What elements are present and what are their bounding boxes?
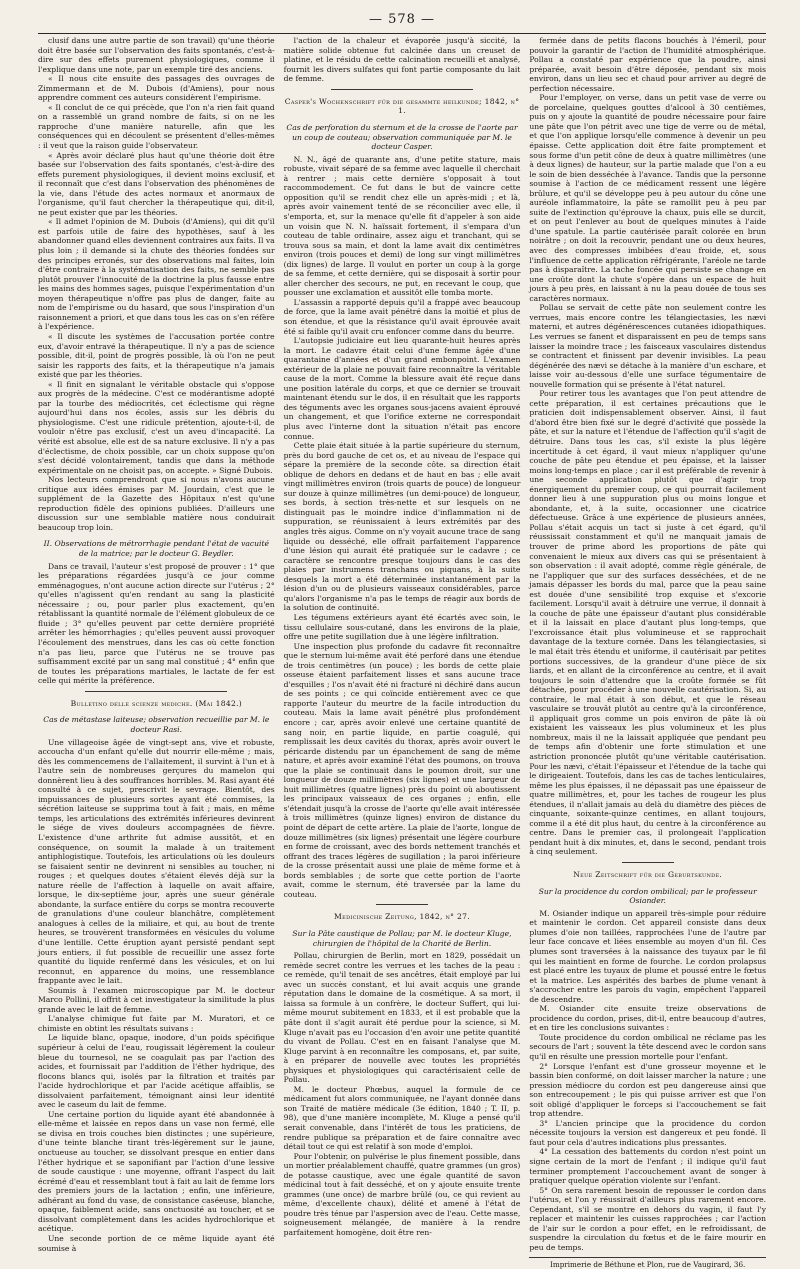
section-title: Sur la procidence du cordon ombilical; par le professeur Osiander. <box>539 887 757 906</box>
paragraph: « Il finit en signalant le véritable obstacle qui s'oppose aux progrès de la médecine. C'est ce modérantisme adopté par la tourbe des médiocrités, cet éclectisme qui règne aujourd'hui dans nos écoles, assis sur les débris du physiologisme. C'est une ridicule prétention, ajoute-t-il, de vouloir n'être pas exclusif, c'est un aveu d'incapacité. La vérité est absolue, elle est de sa nature exclusive. Il n'y a pas d'éclectisme, de choix possible, car un choix suppose qu'on s'est décidé volontairement, tandis que dans la méthode expérimentale on ne choisit pas, on accepte. » Signé Dubois. <box>38 380 275 475</box>
paragraph: L'analyse chimique fut faite par M. Muratori, et ce chimiste en obtint les résultats suivans : <box>38 1014 275 1033</box>
paragraph: L'autopsie judiciaire eut lieu quarante-huit heures après la mort. Le cadavre était celui d'une femme âgée d'une quarantaine d'années et d'un grand embonpoint. L'examen extérieur de la plaie ne pouvait faire reconnaître la véritable cause de la mort. Comme la blessure avait été reçue dans une position latérale du corps, et que ce dernier se trouvait maintenant étendu sur le dos, il en résultait que les rapports des téguments avec les organes sous-jacens avaient éprouvé un changement, et que l'orifice externe ne correspondait plus avec l'interne dont la situation n'était pas encore connue. <box>284 336 521 441</box>
paragraph: 3° L'ancien principe que la procidence du cordon nécessite toujours la version est dangereux et peu fondé. Il faut pour cela d'autres indications plus pressantes. <box>529 1119 766 1148</box>
section-source-medicinische: Medicinische Zeitung, 1842, n° 27. <box>284 912 521 922</box>
paragraph: Cette plaie était située à la partie supérieure du sternum, près du bord gauche de cet os, et au niveau de l'espace qui sépare la première de la seconde côte. sa direction était oblique de dehors en dedans et de haut en bas ; elle avait vingt millimètres environ (trois quarts de pouce) de longueur sur douze à quinze millimètres (un demi-pouce) de longueur, ses bords, à section très-nette et sur lesquels on ne distinguait pas le moindre indice d'inflammation ni de suppuration, se réunissaient à leurs extrémités par des angles très aigus. Comme on n'y voyait aucune trace de sang liquide ou desséché, elle offrait parfaitement l'apparence d'une lésion qui aurait été pratiquée sur le cadavre ; ce caractère se rencontre presque toujours dans le cas des plaies par instrumens tranchans ou piquans, à la suite desquels la mort a été déterminée instantanément par la lésion d'un ou de plusieurs vaisseaux considérables, parce qu'alors l'organisme n'a pas le temps de réagir aux bords de la solution de continuité. <box>284 441 521 613</box>
section-title: II. Observations de métrorrhagie pendant l'état de vacuité de la matrice; par le docteur G. Beydler. <box>44 539 269 558</box>
paragraph: « Il conclut de ce qui précède, que l'on n'a rien fait quand on a rassemblé un grand nombre de faits, si on ne les rapproche d'une manière naturelle, afin que les conséquences qui en découlent se présentent d'elles-mêmes : il veut que la raison guide l'observateur. <box>38 103 275 151</box>
section-source-casper: Casper's Wochenschrift für die gesammte heilkunde; 1842, n° 1. <box>284 97 521 116</box>
paragraph: fermée dans de petits flacons bouchés à l'émeril, pour pouvoir la garantir de l'action de l'humidité atmosphérique. Pollau a constaté par expérience que la poudre, ainsi préparée, avait besoin d'être déposée, pendant six mois environ, dans un lieu sec et chaud pour arriver au degré de perfection nécessaire. <box>529 36 766 93</box>
paragraph: Pour l'obtenir, on pulvérise le plus finement possible, dans un mortier préalablement chauffé, quatre grammes (un gros) de potasse caustique, avec une égale quantité de savon médicinal tout à fait desséché, et on y ajoute ensuite trente grammes (une once) de marbre brûlé (ou, ce qui revient au même, d'excellente chaux), délité et amené à l'état de poudre très ténue par l'aspersion avec de l'eau. Cette masse, soigneusement mélangée, de manière à la rendre parfaitement homogène, doit être ren- <box>284 1152 521 1238</box>
paragraph: M. Osiander indique un appareil très-simple pour réduire et maintenir le cordon. Cet appareil consiste dans deux plumes d'oie non taillées, rapprochées l'une de l'autre par leur face concave et liées ensemble au moyen d'un fil. Ces plumes sont traversées à la naissance des tuyaux par le fil qui les maintient en forme de fourche. Le cordon prolapsus est placé entre les tuyaux de plume et poussé entre le fœtus et la matrice. Les aspérités des barbes de plume venant à s'accrocher entre les parois du vagin, empêchent l'appareil de descendre. <box>529 909 766 1004</box>
paragraph: M. Osiander cite ensuite treize observations de procidence du cordon, prises, dit-il, entre beaucoup d'autres, et en tire les conclusions suivantes : <box>529 1004 766 1033</box>
separator-rule <box>85 691 227 692</box>
paragraph: l'action de la chaleur et évaporée jusqu'à siccité, la matière solide obtenue fut calcinée dans un creuset de platine, et le résidu de cette calcination recueilli et analysé, fournit les divers sulfates qui font partie composante du lait de femme. <box>284 36 521 84</box>
paragraph: Soumis à l'examen microscopique par M. le docteur Marco Pollini, il offrit à cet investigateur la similitude la plus grande avec le lait de femme. <box>38 986 275 1015</box>
column-2 <box>284 36 521 1127</box>
paragraph: « Il admet l'opinion de M. Dubois (d'Amiens), qui dit qu'il est parfois utile de faire des hypothèses, sauf à les abandonner quand elles deviennent contraires aux faits. Il va plus loin ; il demande si la chute des théories fondées sur des principes erronés, sur des observations mal faites, loin d'être contraire à la systématisation des faits, ne semble pas plutôt prouver l'innocuité de la doctrine la plus fausse entre les mains des hommes sages, puisque l'expérimentation d'un moyen thérapeutique n'offre pas plus de danger, faite au nom de l'empirisme ou du hasard, que sous l'inspiration d'un raisonnement a priori, et que dans tous les cas on s'en réfère à l'expérience. <box>38 217 275 332</box>
section-title: Cas de perforation du sternum et de la crosse de l'aorte par un coup de couteau; observation communiquée par M. le docteur Casper. <box>286 123 517 151</box>
paragraph: clusif dans une autre partie de son travail) qu'une théorie doit être basée sur l'observation des faits spontanés, c'est-à-dire sur des effets purement physiologiques, comme il l'explique dans une note, par un exemple tiré des anciens. <box>38 36 275 74</box>
paragraph: 4° La cessation des battements du cordon n'est point un signe certain de la mort de l'enfant ; il indique qu'il faut terminer promptement l'accouchement avant de songer à pratiquer quelque opération violente sur l'enfant. <box>529 1147 766 1185</box>
col3-section-paragraphs <box>529 909 766 1253</box>
paragraph: 5° On sera rarement besoin de repousser le cordon dans l'utérus, et l'on y réussirait d'ailleurs plus rarement encore. Cependant, s'il se montre en dehors du vagin, il faut l'y replacer et maintenir les cuisses rapprochées ; car l'action de l'air sur le cordon a pour effet, en le refroidissant, de suspendre la circulation du fœtus et de le faire mourir en peu de temps. <box>529 1186 766 1253</box>
col2-paragraphs-top <box>284 36 521 84</box>
separator-rule <box>331 89 473 90</box>
paragraph: M. le docteur Phœbus, auquel la formule de ce médicament fut alors communiquée, ne l'ayant donnée dans son Traité de matière médicale (3e édition, 1840 ; T. II, p. 98), que d'une manière incomplète, M. Kluge a pensé qu'il serait convenable, dans l'intérêt de tous les praticiens, de rendre publique sa préparation et de faire connaître avec détail tout ce qui est relatif à son mode d'emploi. <box>284 1085 521 1152</box>
section-title: Sur la Pâte caustique de Pollau; par M. le docteur Kluge, chirurgien de l'hôpital de la Charité de Berlin. <box>292 929 511 948</box>
column-3 <box>529 36 766 1127</box>
col2-section2-paragraphs <box>284 951 521 1237</box>
section-title: Cas de métastase laiteuse; observation recueillie par M. le docteur Rasi. <box>43 715 269 734</box>
section-heading-perforation <box>284 123 521 152</box>
text-columns <box>38 36 766 1127</box>
paragraph: « Il discute les systèmes de l'accusation portée contre eux, d'avoir entravé la thérapeutique. Il n'y a pas de science possible, dit-il, point de progrès possible, là où l'on ne peut saisir les rapports des faits, et la thérapeutique n'a jamais existé que par les théories. <box>38 332 275 380</box>
paragraph: Une inspection plus profonde du cadavre fit reconnaître que le sternum lui-même avait été perforé dans une étendue de trois centimètres (un pouce) ; les bords de cette plaie osseuse étaient parfaitement lisses et sans aucune trace d'esquilles ; l'os n'avait été ni fracturé ni déchiré dans aucun de ses points ; ce qui coïncide entièrement avec ce que rapporte l'auteur du meurtre de la facile introduction du couteau. Mais la lame avait pénétré plus profondément encore ; car, après avoir enlevé une certaine quantité de sang noir, en partie liquide, en partie coagulé, qui remplissait les deux cavités du thorax, après avoir ouvert le péricarde distendu par un épanchement de sang de même nature, et après avoir examiné l'état des poumons, on trouva que la plaie se continuait dans le poumon droit, sur une longueur de douze millimètres (six lignes) et une largeur de huit millimètres (quatre lignes) près du point où aboutissent les principaux vaisseaux de ces organes ; enfin, elle s'étendait jusqu'à la crosse de l'aorte qu'elle avait intéressée à trois millimètres (quinze lignes) environ de distance du point de départ de cette artère. La plaie de l'aorte, longue de douze millimètres (six lignes) présentait une légère courbure en forme de croissant, avec des bords nettement tranchés et offrant des traces légères de sugillation ; la paroi inférieure de la crosse présentait aussi une plaie de même forme et à bords semblables ; de sorte que cette portion de l'aorte avait, comme le sternum, été traversée par la lame du couteau. <box>284 642 521 900</box>
header-rule <box>38 33 766 34</box>
paragraph: Pour retirer tous les avantages que l'on peut attendre de cette préparation, il est certaines précautions que le praticien doit indispensablement observer. Ainsi, il faut d'abord être bien fixé sur le degré d'activité que possède la pâte, et sur la nature et l'étendue de l'affection qu'il s'agit de détruire. Dans tous les cas, s'il existe la plus légère incertitude à cet égard, il vaut mieux n'appliquer qu'une couche de pâte peu étendue et peu épaisse, et la laisser moins long-temps en place ; car il est préférable de revenir à une seconde application plutôt que d'agir trop énergiquement du premier coup, ce qui pourrait facilement donner lieu à une suppuration plus ou moins longue et abondante, et, à la suite, occasionner une cicatrice défectueuse. Grâce à une expérience de plusieurs années, Pollau s'était acquis un tact si juste à cet égard, qu'il réussissait constamment et qu'il ne manquait jamais de trouver de prime abord les proportions de pâte qui convenaient le mieux aux divers cas qui se présentaient à son observation : il avait adopté, comme règle générale, de ne l'appliquer que sur des surfaces desséchées, et de ne jamais dépasser les bords du mal, parce que la peau saine est douée d'une sensibilité trop exquise et s'excorie facilement. Lorsqu'il avait à détruire une verrue, il donnait à la couche de pâte une épaisseur d'autant plus considérable et il la laissait en place d'autant plus long-temps, que l'excroissance était plus volumineuse et se rapprochait davantage de la texture cornée. Dans les télangiectasies, si le mal était très étendu et uniforme, il cautérisait par petites portions successives, de la grandeur d'une pièce de six liards, et en allant de la circonférence au centre, et il avait toujours le soin d'attendre que la croûte formée se fût détachée, pour procéder à une nouvelle cautérisation. Si, au contraire, le mal était à son début, et que le réseau vasculaire se trouvât plutôt au centre qu'à la circonférence, il appliquait gros comme un pois environ de pâte là où existaient les vaisseaux les plus volumineux et les plus nombreux, mais il ne la laissait appliquée que pendant peu de temps afin d'obtenir une forte stimulation et une astriction prononcée plutôt qu'une véritable cautérisation. Pour les nævi, c'était l'épaisseur et l'étendue de la tache qui le dirigeaient. Toutefois, dans les cas de taches lenticulaires, même les plus épaisses, il ne dépassait pas une épaisseur de quatre millimètres, et, pour les taches de rougeur les plus étendues, il n'allait jamais au delà du diamètre des pièces de cinquante, soixante-quinze centimes, en allant toujours, comme il a été dit plus haut, du centre à la circonférence au centre. Dans le premier cas, il prolongeait l'application pendant huit à dix minutes, et, dans le second, pendant trois à cinq seulement. <box>529 389 766 857</box>
paragraph: Toute procidence du cordon ombilical ne réclame pas les secours de l'art ; souvent la tête descend avec le cordon sans qu'il en résulte une pression mortelle pour l'enfant. <box>529 1033 766 1062</box>
section-heading-metrorrhagie <box>38 539 275 558</box>
paragraph: Pour l'employer, on verse, dans un petit vase de verre ou de porcelaine, quelques gouttes d'alcool à 30 centièmes, puis on y ajoute la quantité de poudre nécessaire pour faire une pâte que l'on pétrit avec une tige de verre ou de métal, et que l'on applique lorsqu'elle commence à devenir un peu épaisse. Cette application doit être faite promptement et sous forme d'un petit cône de deux à quatre millimètres (une à deux lignes) de hauteur, sur la partie malade que l'on a eu le soin de bien desséchée à l'avance. Tandis que la personne soumise à l'action de ce médicament ressent une légère brûlure, et qu'il se développe peu à peu autour du cône une auréole inflammatoire, la pâte se ramollit peu à peu par suite de l'extinction qu'éprouve la chaux, puis elle se durcit, et on peut l'enlever au bout de quelques minutes à l'aide d'une spatule. La partie cautérisée paraît colorée en brun noirâtre ; on doit la recouvrir, pendant une ou deux heures, avec des compresses imbibées d'eau froide, et, sous l'influence de cette application réfrigérante, l'aréole ne tarde pas à disparaître. La tache foncée qui persiste se change en une croûte dont la chute s'opère dans un espace de huit jours à peu près, en laissant à nu la peau douée de tous ses caractères normaux. <box>529 93 766 303</box>
printer-imprint: Imprimerie de Béthune et Plon, rue de Vaugirard, 36. <box>529 1257 766 1269</box>
section-heading-procidence <box>529 887 766 906</box>
paragraph: N. N., âgé de quarante ans, d'une petite stature, mais robuste, vivait séparé de sa femme avec laquelle il cherchait à rentrer ; mais cette dernière s'opposait à tout raccommodement. Ce fut dans le but de vaincre cette opposition qu'il se rendit chez elle un après-midi ; et là, après avoir vainement tenté de se réconcilier avec elle, il s'emporta, et, sur la menace qu'elle fit d'appeler à son aide un voisin que N. N. haïssait fortement, il s'empara d'un couteau de table ordinaire, assez aigu et tranchant, qui se trouva sous sa main, et dont la lame avait dix centimètres environ (trois pouces et demi) de long sur vingt millimètres (dix lignes) de large. Il voulut en porter un coup à la gorge de sa femme, et cette dernière, qui se disposait à sortir pour aller chercher des secours, ne put, en recevant le coup, que pousser une exclamation et aussitôt elle tomba morte. <box>284 155 521 298</box>
paragraph: L'assassin a rapporté depuis qu'il a frappé avec beaucoup de force, que la lame avait pénétré dans la moitié et plus de son étendue, et que la résistance qu'il avait éprouvée avait été si faible qu'il avait cru enfoncer comme dans du beurre. <box>284 298 521 336</box>
col2-section1-paragraphs <box>284 155 521 900</box>
paragraph: Pollau, chirurgien de Berlin, mort en 1829, possédait un remède secret contre les verrues et les taches de la peau : ce remède, qu'il tenait de ses ancêtres, était employé par lui avec un succès constant, et lui avait acquis une grande réputation dans le domaine de la cosmétique. A sa mort, il laissa sa formule à un confrère, le docteur Suffert, qui lui-même mourut subitement en 1833, et il est probable que la pâte dont il s'agit aurait été perdue pour la science, si M. Kluge n'avait pas eu l'occasion d'en avoir une petite quantité du vivant de Pollau. C'est en en faisant l'analyse que M. Kluge parvint à en reconnaître les composans, et, par suite, à en préparer de nouvelle avec toutes les propriétés physiques et physiologiques qui caractérisaient celle de Pollau. <box>284 951 521 1085</box>
paragraph: « Après avoir déclaré plus haut qu'une théorie doit être basée sur l'observation des faits spontanés, c'est-à-dire des effets purement physiologiques, il devient moins exclusif, et il reconnaît que c'est dans l'observation des phénomènes de la vie, dans l'étude des actes normaux et anormaux de l'organisme, qu'il faut chercher la thérapeutique qui, dit-il, ne peut exister que par les théories. <box>38 151 275 218</box>
paragraph: Dans ce travail, l'auteur s'est proposé de prouver : 1° que les préparations régardées jusqu'à ce jour comme emménagogues, n'ont aucune action directe sur l'utérus ; 2° qu'elles n'agissent qu'en rendant au sang la plasticité nécessaire ; ou, pour parler plus exactement, qu'en rétablissant la quantité normale de l'élément globuleux de ce fluide ; 3° qu'elles peuvent par cette dernière propriété arrêter les hémorrhagies ; qu'elles peuvent aussi provoquer l'écoulement des menstrues, dans les cas où cette fonction n'a pas lieu, parce que l'utérus ne se trouve pas suffisamment excité par un sang mal constitué ; 4° enfin que de toutes les préparations martiales, le lactate de fer est celle qui mérite la préférence. <box>38 562 275 686</box>
col1-section3-paragraphs <box>38 738 275 1254</box>
separator-rule <box>376 904 428 905</box>
paragraph: Une villageoise âgée de vingt-sept ans, vive et robuste, accoucha d'un enfant qu'elle dut nourrir elle-même ; mais, dès les commencemens de l'allaitement, il survint à l'un et à l'autre sein de nombreuses gerçures du mamelon qui donnèrent lieu à des souffrances horribles. M. Rasi ayant été consulté à ce sujet, prescrivit le sevrage. Bientôt, des impuissances de plusieurs sortes ayant été commises, la sécrétion laiteuse se supprima tout à fait ; mais, en même temps, les articulations des extrémités inférieures devinrent le siége de vives douleurs accompagnées de fièvre. L'existence d'une arthrite fut admise aussitôt, et en conséquence, on soumit la malade à un traitement antiphlogistique. Toutefois, les articulations où les douleurs se faisaient sentir ne devinrent ni sensibles au toucher, ni rouges ; et quelques doutes s'étaient élevés déjà sur la nature réelle de l'affection à laquelle on avait affaire, lorsque, le dix-septième jour, après une sueur générale abondante, la surface entière du corps se montra recouverte de granulations d'une couleur blanchâtre, complètement analogues à celles de la miliaire, et qui, au bout de trente heures, se trouvèrent transformées en vésicules du volume d'une lentille. Cette éruption ayant persisté pendant sept jours entiers, il fut possible de recueillir une assez forte quantité du liquide renfermé dans les vésicules, et on lui reconnut, en apparence du moins, une ressemblance frappante avec le lait. <box>38 738 275 986</box>
paragraph: Nos lecteurs comprendront que si nous n'avons aucune critique aux idées émises par M. Jourdain, c'est que le supplément de la Gazette des Hôpitaux n'est qu'une reproduction fidèle des opinions publiées. D'ailleurs une discussion sur une semblable matière nous conduirait beaucoup trop loin. <box>38 475 275 532</box>
paragraph: Les tégumens extérieurs ayant été écartés avec soin, le tissu cellulaire sous-cutané, dans les environs de la plaie, offre une petite sugillation due à une légère infiltration. <box>284 613 521 642</box>
section-source-geburtskunde: Neue Zeitschrift für die Geburtskunde. <box>529 870 766 880</box>
paragraph: 2° Lorsque l'enfant est d'une grosseur moyenne et le bassin bien conformé, on doit laisser marcher la nature ; une pression médiocre du cordon est peu dangereuse ainsi que son entrecoupement ; le pis qui puisse arriver est que l'on soit obligé d'appliquer le forceps si l'accouchement se fait trop attendre. <box>529 1062 766 1119</box>
section-heading-pate-caustique <box>284 929 521 948</box>
separator-rule <box>622 862 674 863</box>
section-source-bulletino: Bulletino delle scienze mediche. (Mai 1842.) <box>38 699 275 709</box>
col1-paragraphs <box>38 36 275 532</box>
paragraph: « Il nous cite ensuite des passages des ouvrages de Zimmermann et de M. Dubois (d'Amiens), pour nous apprendre comment ces auteurs considèrent l'empirisme. <box>38 74 275 103</box>
page-number: — 578 — <box>38 10 766 30</box>
column-1 <box>38 36 275 1127</box>
col3-paragraphs-top <box>529 36 766 857</box>
paragraph: Le liquide blanc, opaque, inodore, d'un poids spécifique supérieur à celui de l'eau, rougissait légèrement la couleur bleue du tournesol, ne se coagulait pas par l'action des acides, et fournissait par l'addition de l'éther hydrique, des flocons blancs qui, isolés par la filtration et traités par l'acide hydrochlorique et par l'acide acétique affaiblis, se dissolvaient parfaitement, témoignant ainsi leur identité avec le caseum du lait de femme. <box>38 1033 275 1109</box>
paragraph: Une seconde portion de ce même liquide ayant été soumise à <box>38 1234 275 1253</box>
paragraph: Une certaine portion du liquide ayant été abandonnée à elle-même et laissée en repos dans un vase non fermé, elle se divisa en trois couches bien distinctes ; une supérieure, d'une teinte blanche tirant très-légèrement sur le jaune, onctueuse au toucher, se dissolvant presque en entier dans l'éther hydrique et se saponifiant par l'action d'une lessive de soude caustique : une moyenne, offrant l'aspect du lait écrémé d'eau et ressemblant tout à fait au lait de femme lors des premiers jours de la lactation ; enfin, une inférieure, adhérant au fond du vase, de consistance caséeuse, blanche, opaque, faiblement acide, sans onctuosité au toucher, et se dissolvant complètement dans les acides hydrochlorique et acétique. <box>38 1110 275 1234</box>
section-heading-metastase <box>38 715 275 734</box>
col1-section2-paragraphs <box>38 562 275 686</box>
paragraph: Pollau se servait de cette pâte non seulement contre les verrues, mais encore contre les télangiectasies, les nævi materni, et autres dégénérescences cutanées idiopathiques. Les verrues se fanent et disparaissent en peu de temps sans laisser la moindre trace ; les faisceaux vasculaires distendus se contractent et finissent par devenir invisibles. La peau dégénérée des nævi se détache à la manière d'un eschare, et laisse voir au-dessous d'elle une surface tégumentaire de nouvelle formation qui se présente à l'état naturel. <box>529 303 766 389</box>
